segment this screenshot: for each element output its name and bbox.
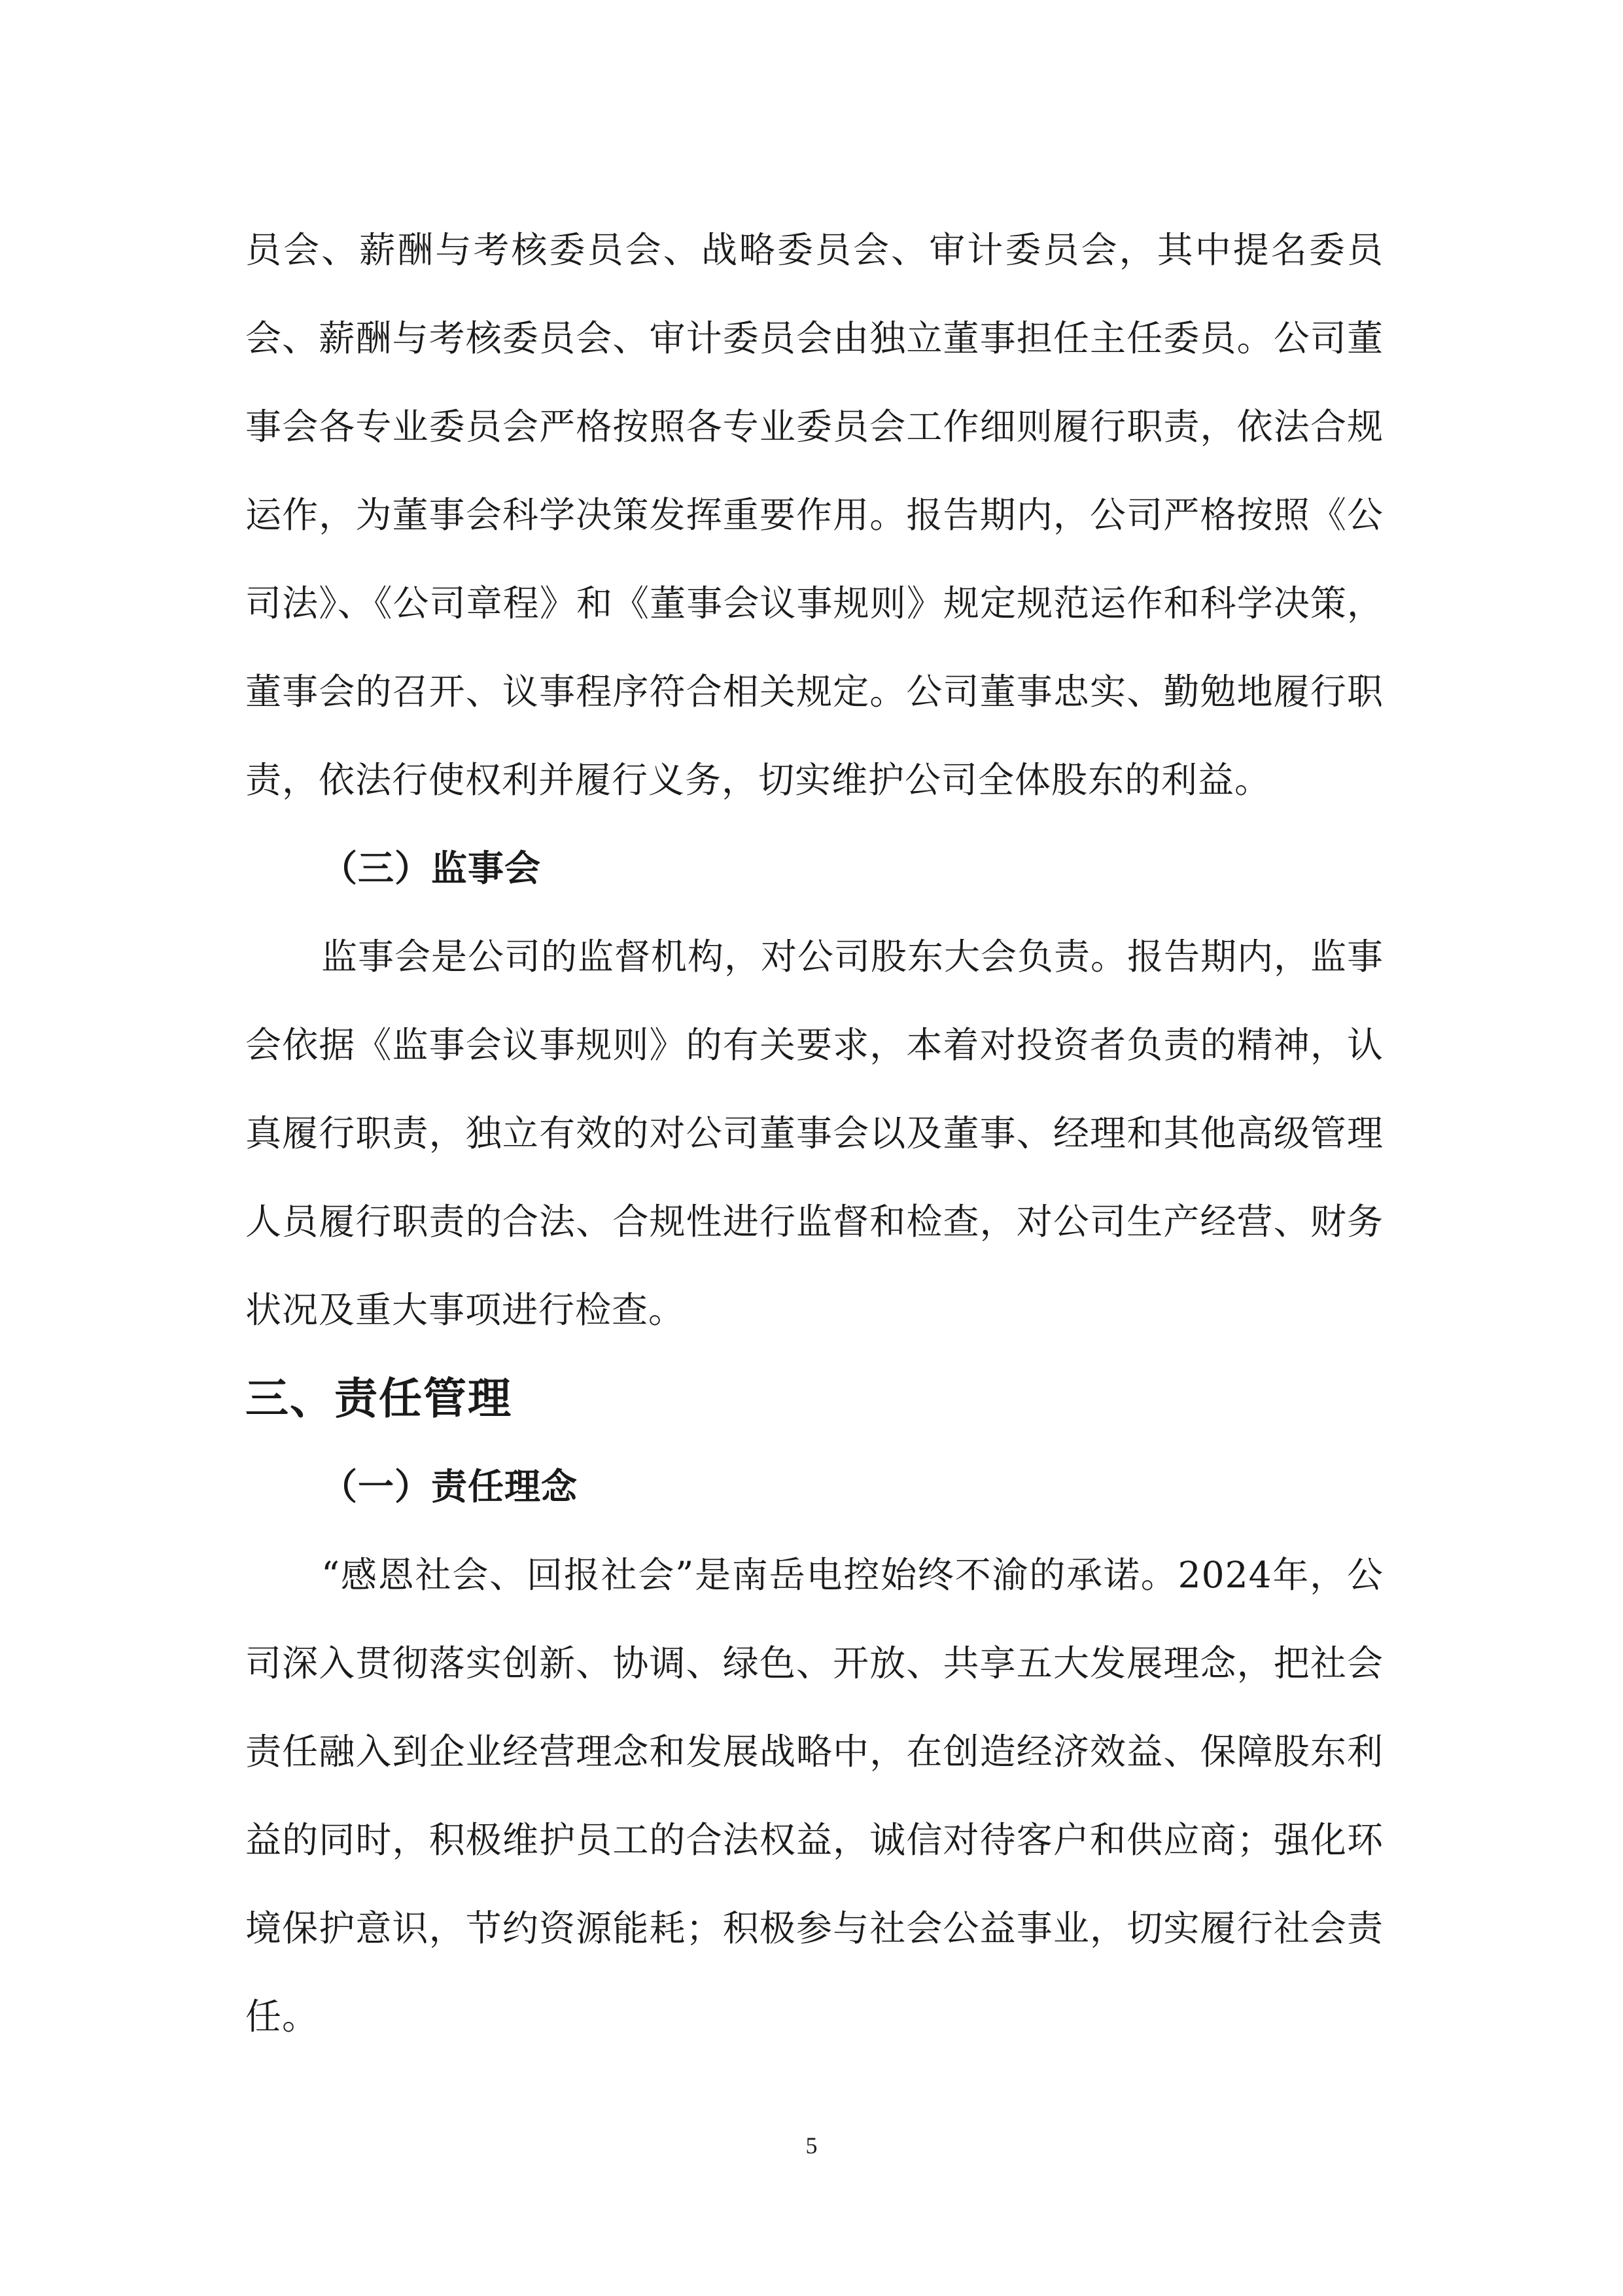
- subsection-heading-responsibility-philosophy: （一）责任理念: [321, 1466, 578, 1508]
- paragraph-responsibility-philosophy: “感恩社会、回报社会”是南岳电控始终不渝的承诺。2024年，公司深入贯彻落实创新、协调、绿色、开放、共享五大发展理念，把社会责任融入到企业经营理念和发展战略中，在创造经济效益、保障股东利益的同时，积极维护员工的合法权益，诚信对待客户和供应商；强化环境保护意识，节约资源能耗；积极参与社会公益事业，切实履行社会责任。: [245, 1554, 1384, 2038]
- page-content: [245, 206, 1384, 2061]
- paragraph-supervisory-board: 监事会是公司的监督机构，对公司股东大会负责。报告期内，监事会依据《监事会议事规则》的有关要求，本着对投资者负责的精神，认真履行职责，独立有效的对公司董事会以及董事、经理和其他高级管理人员履行职责的合法、合规性进行监督和检查，对公司生产经营、财务状况及重大事项进行检查。: [245, 936, 1384, 1331]
- section-heading-responsibility-management: 三、责任管理: [245, 1373, 512, 1424]
- page-number: 5: [805, 2132, 818, 2159]
- subsection-heading-supervisory-board: （三）监事会: [321, 847, 542, 889]
- paragraph-board-committees: 员会、薪酬与考核委员会、战略委员会、审计委员会，其中提名委员会、薪酬与考核委员会、审计委员会由独立董事担任主任委员。公司董事会各专业委员会严格按照各专业委员会工作细则履行职责，依法合规运作，为董事会科学决策发挥重要作用。报告期内，公司严格按照《公司法》、《公司章程》和《董事会议事规则》规定规范运作和科学决策，董事会的召开、议事程序符合相关规定。公司董事忠实、勤勉地履行职责，依法行使权利并履行义务，切实维护公司全体股东的利益。: [245, 229, 1384, 801]
